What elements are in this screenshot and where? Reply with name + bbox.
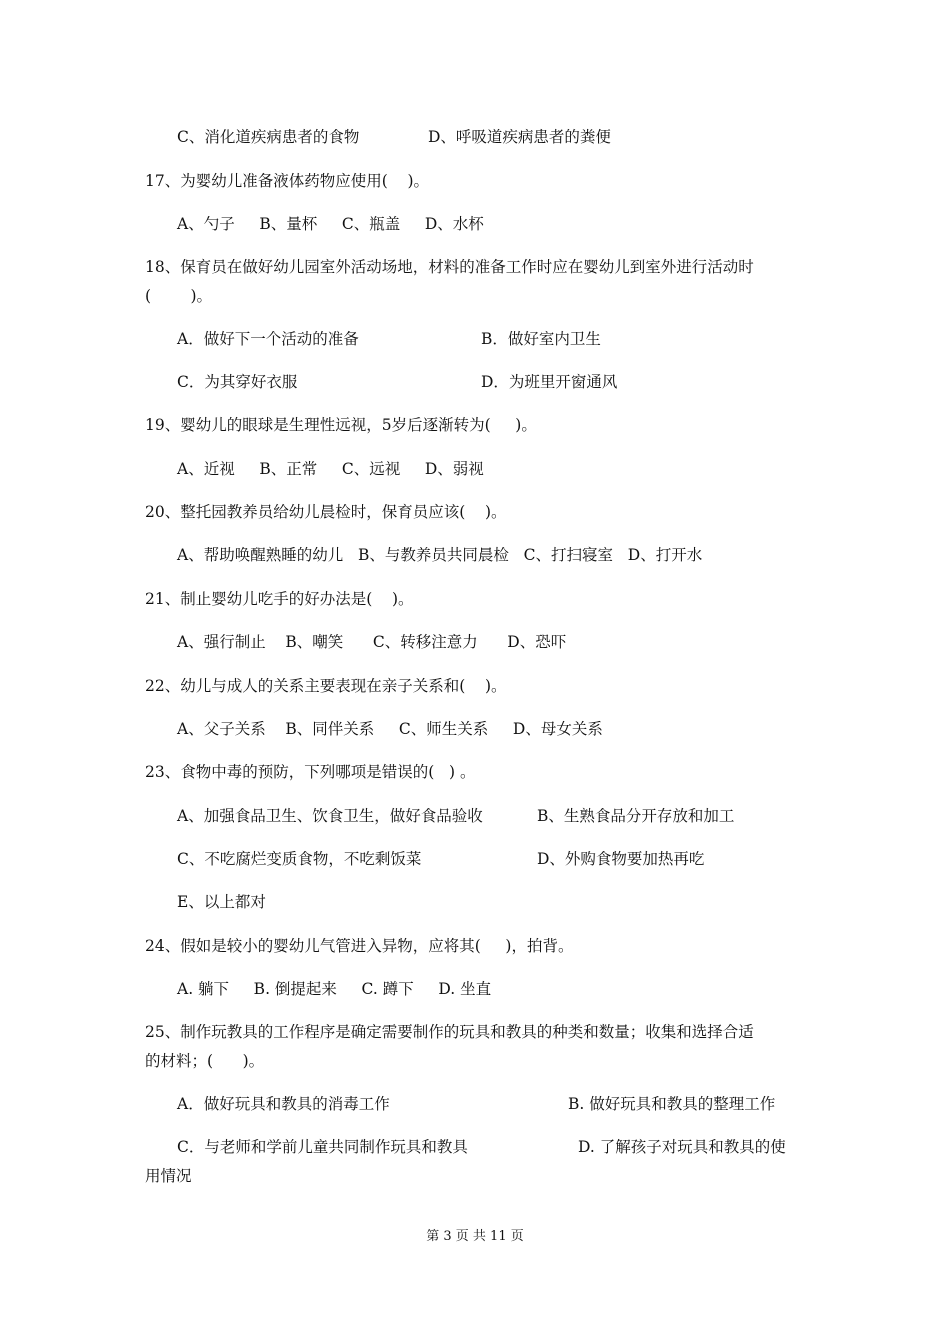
q25-option-a: A．做好玩具和教具的消毒工作 [177,1095,390,1113]
q23-option-a: A、加强食品卫生、饮食卫生，做好食品验收 [177,807,483,825]
q18-option-b: B．做好室内卫生 [481,330,601,348]
q17-stem: 17、为婴幼儿准备液体药物应使用( )。 [145,172,430,190]
q23-stem: 23、食物中毒的预防，下列哪项是错误的( ) 。 [145,763,476,781]
q23-option-c: C、不吃腐烂变质食物，不吃剩饭菜 [177,850,422,868]
q23-option-d: D、外购食物要加热再吃 [537,850,705,868]
q22-stem: 22、幼儿与成人的关系主要表现在亲子关系和( )。 [145,677,507,695]
q21-stem: 21、制止婴幼儿吃手的好办法是( )。 [145,590,414,608]
q18-stem-line1: 18、保育员在做好幼儿园室外活动场地，材料的准备工作时应在婴幼儿到室外进行活动时 [145,258,754,276]
q24-stem: 24、假如是较小的婴幼儿气管进入异物，应将其( )，拍背。 [145,937,574,955]
q23-option-b: B、生熟食品分开存放和加工 [537,807,735,825]
q20-options: A、帮助唤醒熟睡的幼儿 B、与教养员共同晨检 C、打扫寝室 D、打开水 [177,546,703,564]
q23-option-e: E、以上都对 [177,893,266,911]
q19-stem: 19、婴幼儿的眼球是生理性远视，5岁后逐渐转为( )。 [145,416,537,434]
q25-stem-line1: 25、制作玩教具的工作程序是确定需要制作的玩具和教具的种类和数量；收集和选择合适 [145,1023,754,1041]
q21-options: A、强行制止 B、嘲笑 C、转移注意力 D、恐吓 [177,633,567,651]
q16-option-d: D、呼吸道疾病患者的粪便 [428,128,611,146]
q25-option-d: D. 了解孩子对玩具和教具的使 [578,1138,786,1156]
q16-option-c: C、消化道疾病患者的食物 [177,128,360,146]
q25-stem-line2: 的材料；( )。 [145,1052,265,1070]
q24-options: A. 躺下 B. 倒提起来 C. 蹲下 D. 坐直 [177,980,492,998]
q20-stem: 20、整托园教养员给幼儿晨检时，保育员应该( )。 [145,503,507,521]
page-footer: 第 3 页 共 11 页 [426,1229,524,1244]
q18-stem-line2: ( )。 [145,287,213,305]
q18-option-d: D．为班里开窗通风 [481,373,618,391]
q25-option-c: C．与老师和学前儿童共同制作玩具和教具 [177,1138,468,1156]
q22-options: A、父子关系 B、同伴关系 C、师生关系 D、母女关系 [177,720,603,738]
q18-option-c: C．为其穿好衣服 [177,373,298,391]
q17-options: A、勺子 B、量杯 C、瓶盖 D、水杯 [177,215,484,233]
q18-option-a: A．做好下一个活动的准备 [177,330,359,348]
q19-options: A、近视 B、正常 C、远视 D、弱视 [177,460,484,478]
q25-option-d-continued: 用情况 [145,1167,192,1185]
q25-option-b: B. 做好玩具和教具的整理工作 [568,1095,776,1113]
